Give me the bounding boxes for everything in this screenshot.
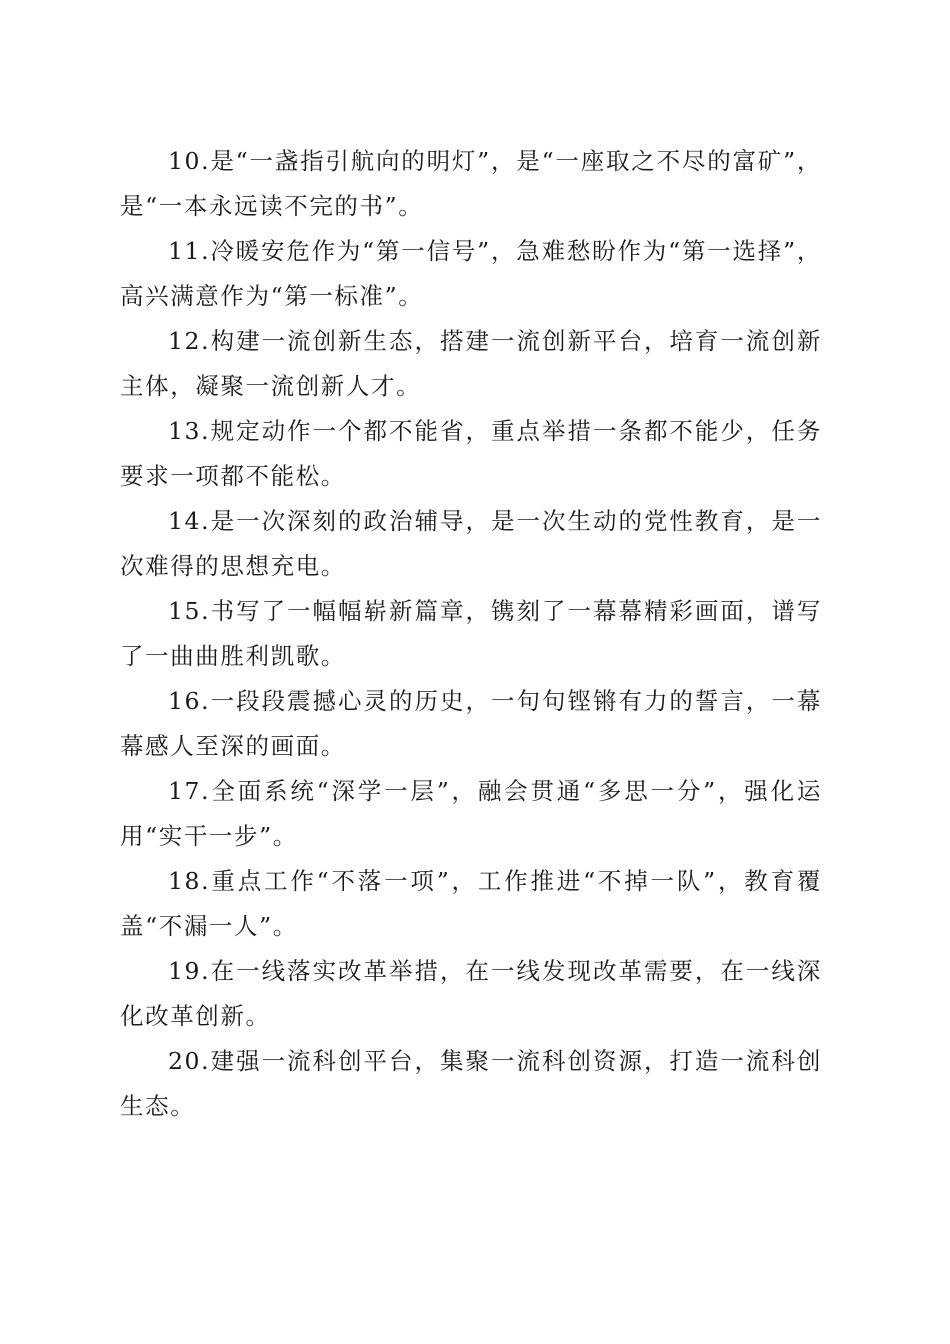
- list-item: [120, 139, 822, 229]
- list-item: [120, 319, 822, 409]
- item-number: 15.: [168, 597, 211, 625]
- item-number: 13.: [168, 417, 211, 445]
- list-item: [120, 949, 822, 1039]
- item-number: 11.: [168, 237, 211, 265]
- list-item: [120, 409, 822, 499]
- list-item: [120, 589, 822, 679]
- list-item: [120, 229, 822, 319]
- item-number: 19.: [168, 957, 211, 985]
- item-text: 冷暖安危作为“第一信号”，急难愁盼作为“第一选择”，高兴满意作为“第一标准”。: [120, 237, 822, 310]
- item-text: 在一线落实改革举措，在一线发现改革需要，在一线深化改革创新。: [120, 957, 822, 1030]
- item-text: 建强一流科创平台，集聚一流科创资源，打造一流科创生态。: [120, 1047, 822, 1120]
- item-number: 17.: [168, 777, 211, 805]
- item-number: 10.: [168, 147, 211, 175]
- item-number: 14.: [168, 507, 211, 535]
- list-item: [120, 1039, 822, 1129]
- item-text: 构建一流创新生态，搭建一流创新平台，培育一流创新主体，凝聚一流创新人才。: [120, 327, 822, 400]
- item-list: [120, 139, 822, 1129]
- item-number: 20.: [168, 1047, 211, 1075]
- list-item: [120, 769, 822, 859]
- item-number: 16.: [168, 687, 211, 715]
- item-number: 12.: [168, 327, 211, 355]
- list-item: [120, 859, 822, 949]
- item-text: 规定动作一个都不能省，重点举措一条都不能少，任务要求一项都不能松。: [120, 417, 822, 490]
- item-number: 18.: [168, 867, 211, 895]
- item-text: 全面系统“深学一层”，融会贯通“多思一分”，强化运用“实干一步”。: [120, 777, 822, 850]
- list-item: [120, 499, 822, 589]
- item-text: 重点工作“不落一项”，工作推进“不掉一队”，教育覆盖“不漏一人”。: [120, 867, 822, 940]
- list-item: [120, 679, 822, 769]
- item-text: 是一次深刻的政治辅导，是一次生动的党性教育，是一次难得的思想充电。: [120, 507, 822, 580]
- item-text: 书写了一幅幅崭新篇章，镌刻了一幕幕精彩画面，谱写了一曲曲胜利凯歌。: [120, 597, 822, 670]
- item-text: 是“一盏指引航向的明灯”，是“一座取之不尽的富矿”，是“一本永远读不完的书”。: [120, 147, 822, 220]
- item-text: 一段段震撼心灵的历史，一句句铿锵有力的誓言，一幕幕感人至深的画面。: [120, 687, 822, 760]
